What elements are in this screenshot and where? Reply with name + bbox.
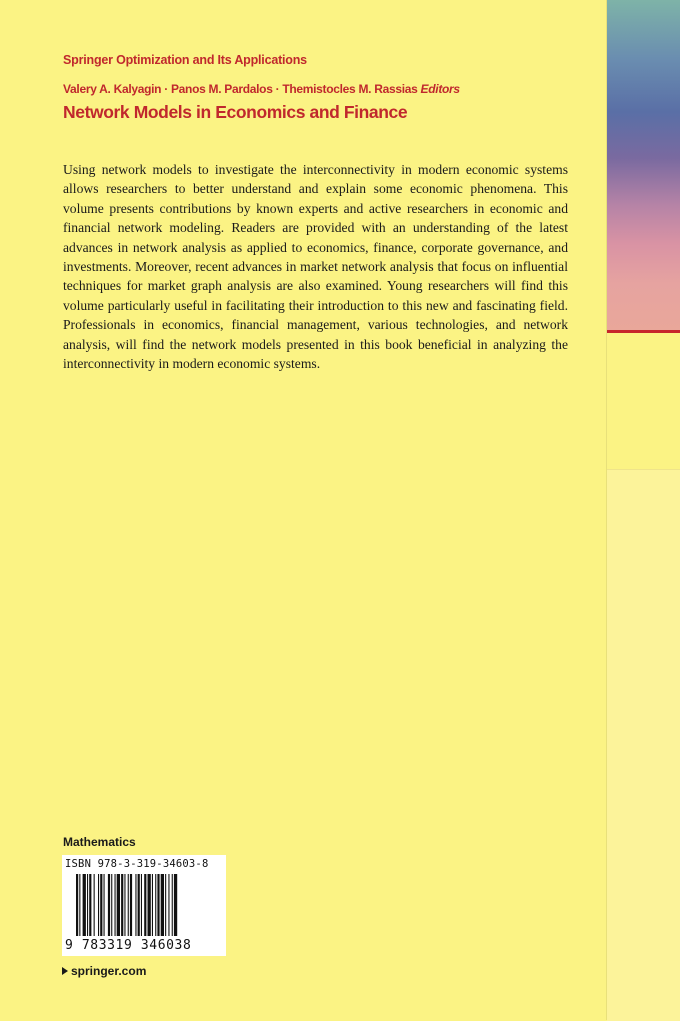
arrow-right-icon bbox=[62, 967, 68, 975]
barcode-bar bbox=[83, 874, 86, 936]
barcode-bar bbox=[130, 874, 132, 936]
barcode-bar bbox=[100, 874, 102, 936]
barcode-bar bbox=[152, 874, 153, 936]
barcode-bar bbox=[76, 874, 78, 936]
barcode-bar bbox=[174, 874, 177, 936]
book-description: Using network models to investigate the interconnectivity in modern economic systems allows researchers to better understand and explain some economic phenomena. This volume presents contributions by known experts and active researchers in economic and financial network modeling. Readers are provided with an understanding of the latest advances in network analysis as applied to economics, finance, corporate governance, and investments. Moreover, recent advances in market network analysis that focus on influential techniques for market graph analysis are also examined. Young researchers will find this volume particularly useful in facilitating their introduction to this new and fascinating field. Professionals in economics, financial management, various technologies, and network analysis, will find the network models presented in this book beneficial in analyzing the interconnectivity in modern economic systems. bbox=[63, 162, 568, 372]
barcode-bar bbox=[135, 874, 136, 936]
editor-names: Valery A. Kalyagin · Panos M. Pardalos · Themistocles M. Rassias bbox=[63, 82, 418, 96]
barcode-bar bbox=[172, 874, 173, 936]
barcode-bar bbox=[157, 874, 159, 936]
barcode-bar bbox=[128, 874, 129, 936]
barcode-bar bbox=[161, 874, 164, 936]
barcode-bar bbox=[111, 874, 112, 936]
barcode-bar bbox=[155, 874, 156, 936]
barcode-bar bbox=[108, 874, 110, 936]
isbn-label: ISBN 978-3-319-34603-8 bbox=[65, 858, 209, 870]
editors-line bbox=[63, 82, 460, 96]
barcode-bar bbox=[94, 874, 95, 936]
barcode-bar bbox=[148, 874, 151, 936]
series-title: Springer Optimization and Its Applications bbox=[63, 53, 307, 67]
barcode-bar bbox=[104, 874, 105, 936]
barcode-bar bbox=[79, 874, 80, 936]
barcode-bar bbox=[124, 874, 125, 936]
strip-gradient-band bbox=[607, 0, 680, 330]
barcode-bar bbox=[138, 874, 140, 936]
barcode-bar bbox=[87, 874, 88, 936]
website-url[interactable]: springer.com bbox=[71, 964, 147, 978]
barcode-bar bbox=[141, 874, 142, 936]
barcode-bar bbox=[165, 874, 166, 936]
editors-role: Editors bbox=[420, 82, 460, 96]
barcode-bar bbox=[117, 874, 120, 936]
barcode-bar bbox=[121, 874, 123, 936]
barcode-bar bbox=[89, 874, 91, 936]
decorative-side-strip bbox=[606, 0, 680, 1020]
book-title: Network Models in Economics and Finance bbox=[63, 102, 408, 122]
barcode-bar bbox=[144, 874, 146, 936]
website-link[interactable] bbox=[62, 964, 146, 978]
strip-middle-band bbox=[607, 333, 680, 469]
barcode-bar bbox=[115, 874, 116, 936]
strip-lower-band bbox=[607, 469, 680, 1021]
barcode-bar bbox=[98, 874, 99, 936]
barcode-bar bbox=[168, 874, 169, 936]
subject-label: Mathematics bbox=[63, 835, 136, 849]
barcode-digits: 9 783319 346038 bbox=[65, 938, 192, 953]
isbn-barcode bbox=[62, 855, 226, 956]
